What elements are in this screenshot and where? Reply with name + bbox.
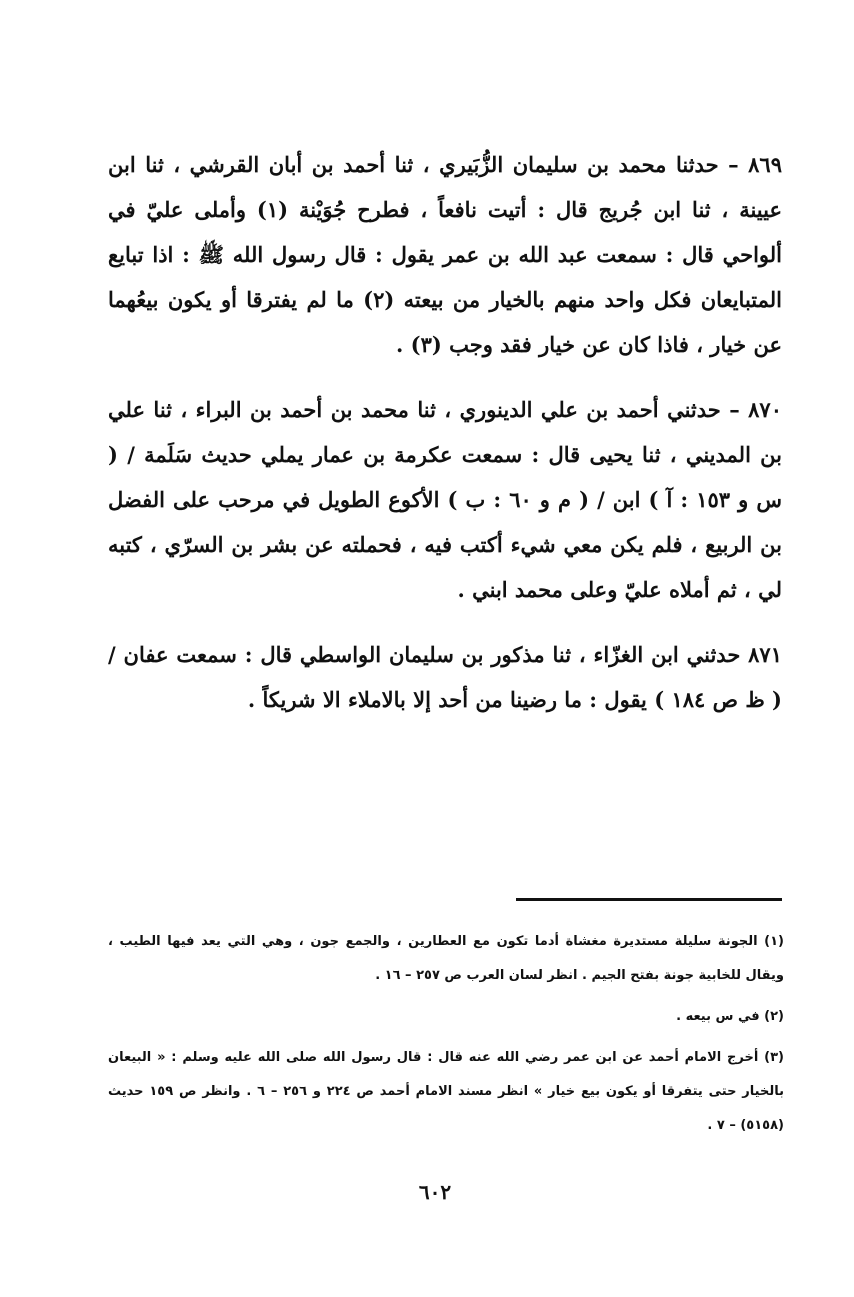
footnote-3: (٣) أخرج الامام أحمد عن ابن عمر رضي الله عنه قال : قال رسول الله صلى الله عليه وسلم : « البيعان بالخيار حتى يتفرقا أو يكون بيع خيار » انظر مسند الامام أحمد ص ٢٢٤ و ٢٥٦ – ٦ . وانظر ص ١٥٩ حديث (٥١٥٨) – ٧ .	[108, 1050, 784, 1133]
page-number: ٦٠٢	[418, 1180, 452, 1204]
footnote-1: (١) الجونة سليلة مستديرة مغشاة أدما تكون مع العطارين ، والجمع جون ، وهي التي يعد فيها الطيب ، ويقال للخابية جونة بفتح الجيم . انظر لسان العرب ص ٢٥٧ – ١٦ .	[108, 934, 784, 983]
hadith-entry-869: ٨٦٩ – حدثنا محمد بن سليمان الزُّبَيري ، ثنا أحمد بن أبان القرشي ، ثنا ابن عيينة ، ثنا ابن جُريج قال : أتيت نافعاً ، فطرح جُوَيْنة (١) وأملى عليّ في ألواحي قال : سمعت عبد الله بن عمر يقول : قال رسول الله ﷺ : اذا تبايع المتبايعان فكل واحد منهم بالخيار من بيعته (٢) ما لم يفترقا أو يكون بيعُهما عن خيار ، فاذا كان عن خيار فقد وجب (٣) .	[108, 152, 782, 357]
footnotes-section	[108, 925, 784, 1150]
footnote-divider	[516, 898, 782, 901]
hadith-entry-870: ٨٧٠ – حدثني أحمد بن علي الدينوري ، ثنا محمد بن أحمد بن البراء ، ثنا علي بن المديني ، ثنا يحيى قال : سمعت عكرمة بن عمار يملي حديث سَلَمة / ( س و ١٥٣ : آ ) ابن / ( م و ٦٠ : ب ) الأكوع الطويل في مرحب على الفضل بن الربيع ، فلم يكن معي شيء أكتب فيه ، فحملته عن بشر بن السرّي ، كتبه لي ، ثم أملاه عليّ وعلى محمد ابني .	[108, 397, 782, 602]
footnote-2: (٢) في س بيعه .	[676, 1009, 784, 1024]
main-text-body	[108, 142, 782, 742]
hadith-entry-871: ٨٧١ حدثني ابن الغزّاء ، ثنا مذكور بن سليمان الواسطي قال : سمعت عفان / ( ظ ص ١٨٤ ) يقول : ما رضينا من أحد إلا بالاملاء الا شريكاً .	[108, 642, 782, 712]
